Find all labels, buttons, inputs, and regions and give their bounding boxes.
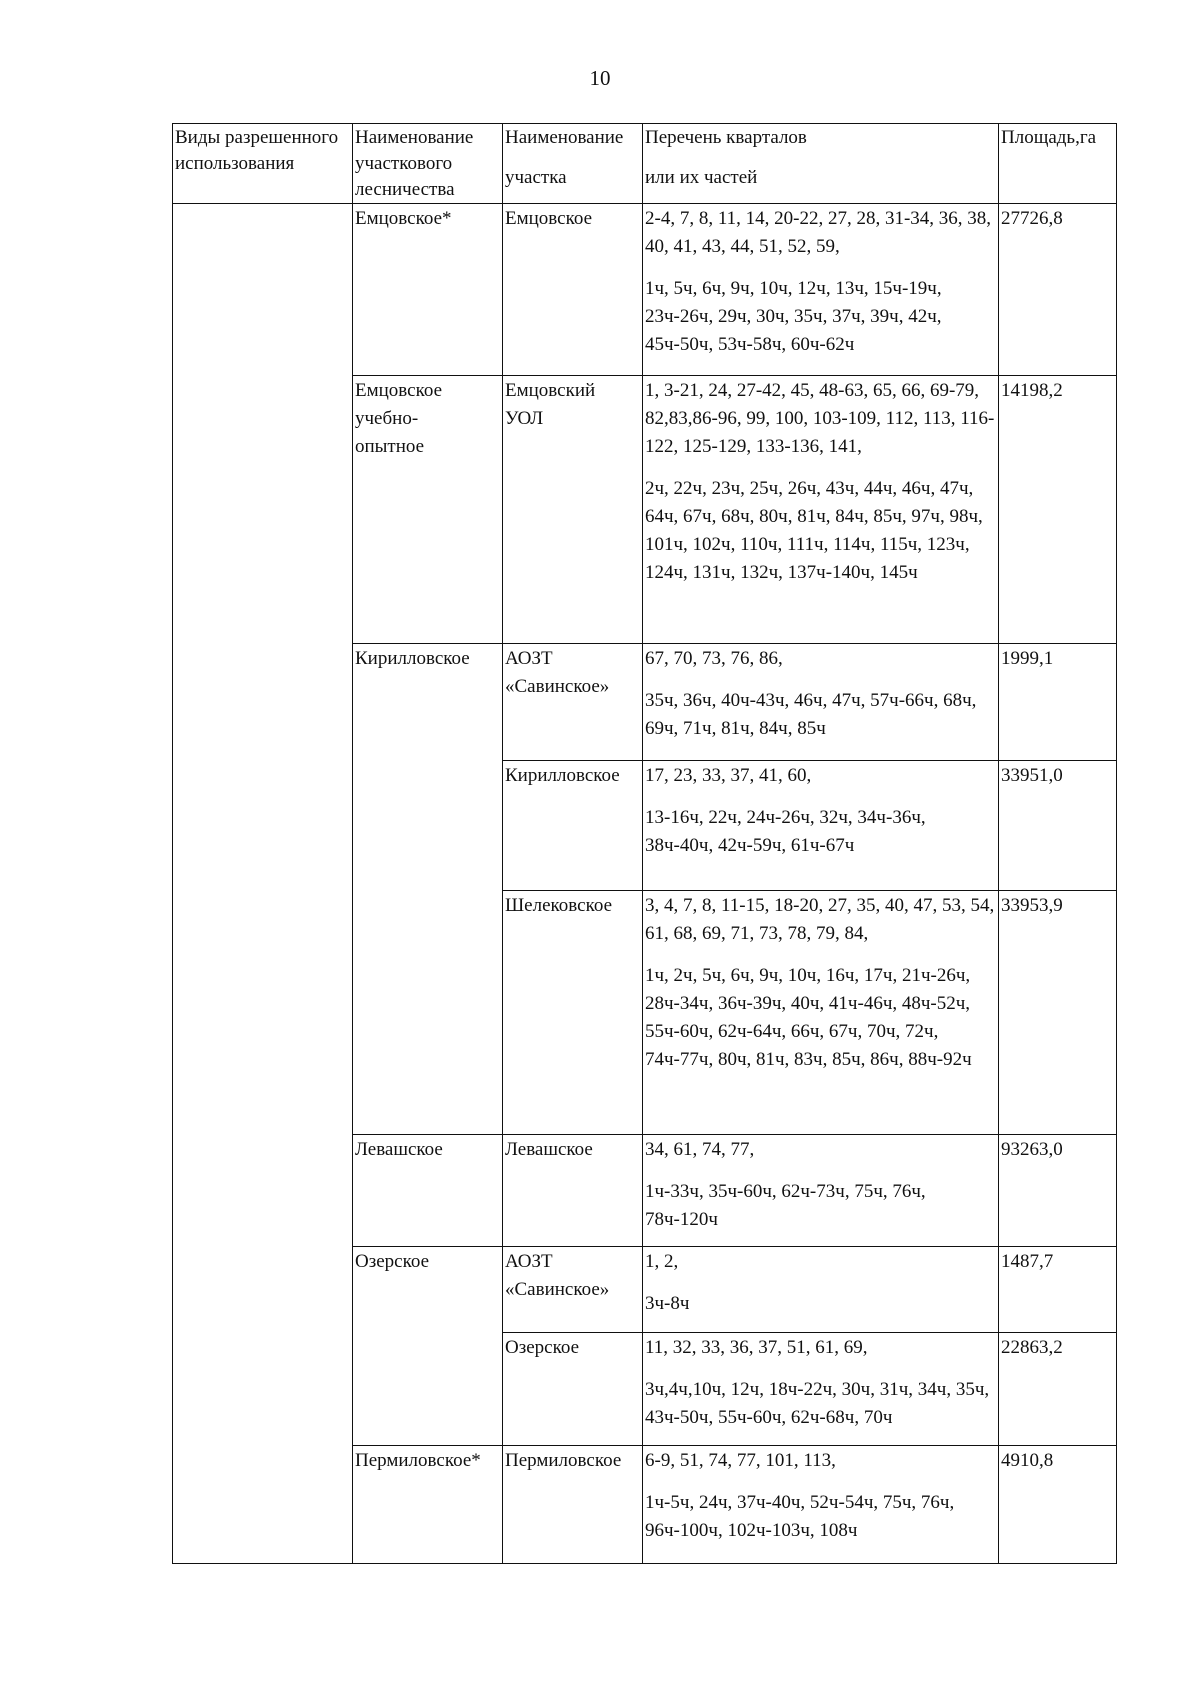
quarters-full: 3, 4, 7, 8, 11-15, 18-20, 27, 35, 40, 47, 53, 54, 61, 68, 69, 71, 73, 78, 79, 84, xyxy=(645,895,995,944)
area-cell: 22863,2 xyxy=(999,1333,1117,1446)
section-cell: АОЗТ «Савинское» xyxy=(503,644,643,761)
section-cell: Шелековское xyxy=(503,891,643,1135)
forestry-cell: Озерское xyxy=(353,1247,503,1446)
quarters-part: 13-16ч, 22ч, 24ч-26ч, 32ч, 34ч-36ч, 38ч-40ч, 42ч-59ч, 61ч-67ч xyxy=(645,807,926,856)
forestry-cell: Пермиловское* xyxy=(353,1446,503,1564)
header-section-line2: участка xyxy=(505,167,567,188)
area-cell: 33953,9 xyxy=(999,891,1117,1135)
area-cell: 1999,1 xyxy=(999,644,1117,761)
area-cell: 33951,0 xyxy=(999,761,1117,891)
quarters-cell xyxy=(643,644,999,761)
quarters-cell xyxy=(643,1247,999,1333)
area-cell: 93263,0 xyxy=(999,1135,1117,1247)
header-row xyxy=(173,124,1117,204)
quarters-full: 17, 23, 33, 37, 41, 60, xyxy=(645,765,812,786)
quarters-full: 6-9, 51, 74, 77, 101, 113, xyxy=(645,1450,836,1471)
quarters-full: 67, 70, 73, 76, 86, xyxy=(645,648,783,669)
quarters-part: 3ч,4ч,10ч, 12ч, 18ч-22ч, 30ч, 31ч, 34ч, 35ч, 43ч-50ч, 55ч-60ч, 62ч-68ч, 70ч xyxy=(645,1379,990,1428)
forestry-cell: Емцовское* xyxy=(353,204,503,376)
quarters-part: 1ч, 2ч, 5ч, 6ч, 9ч, 10ч, 16ч, 17ч, 21ч-26ч, 28ч-34ч, 36ч-39ч, 40ч, 41ч-46ч, 48ч-52ч, 55ч-60ч, 62ч-64ч, 66ч, 67ч, 70ч, 72ч, 74ч-77ч, 80ч, 81ч, 83ч, 85ч, 86ч, 88ч-92ч xyxy=(645,965,972,1070)
quarters-cell xyxy=(643,1135,999,1247)
quarters-part: 1ч-5ч, 24ч, 37ч-40ч, 52ч-54ч, 75ч, 76ч, 96ч-100ч, 102ч-103ч, 108ч xyxy=(645,1492,955,1541)
forest-quarters-table xyxy=(172,123,1117,1564)
section-cell: Озерское xyxy=(503,1333,643,1446)
quarters-cell xyxy=(643,761,999,891)
quarters-full: 11, 32, 33, 36, 37, 51, 61, 69, xyxy=(645,1337,868,1358)
header-section-line1: Наименование xyxy=(505,127,624,148)
section-cell: Кирилловское xyxy=(503,761,643,891)
header-quarters-line1: Перечень кварталов xyxy=(645,127,807,148)
page-number: 10 xyxy=(589,66,611,90)
area-cell: 4910,8 xyxy=(999,1446,1117,1564)
header-section xyxy=(503,124,643,204)
area-cell: 27726,8 xyxy=(999,204,1117,376)
quarters-part: 3ч-8ч xyxy=(645,1293,690,1314)
quarters-full: 1, 3-21, 24, 27-42, 45, 48-63, 65, 66, 69-79, 82,83,86-96, 99, 100, 103-109, 112, 113, 116-122, 125-129, 133-136, 141, xyxy=(645,380,995,457)
quarters-cell xyxy=(643,376,999,644)
quarters-full: 1, 2, xyxy=(645,1251,679,1272)
section-cell: АОЗТ «Савинское» xyxy=(503,1247,643,1333)
area-cell: 1487,7 xyxy=(999,1247,1117,1333)
area-cell: 14198,2 xyxy=(999,376,1117,644)
forestry-cell: Левашское xyxy=(353,1135,503,1247)
quarters-part: 1ч, 5ч, 6ч, 9ч, 10ч, 12ч, 13ч, 15ч-19ч, 23ч-26ч, 29ч, 30ч, 35ч, 37ч, 39ч, 42ч, 45ч-50ч, 53ч-58ч, 60ч-62ч xyxy=(645,278,942,355)
quarters-cell xyxy=(643,1446,999,1564)
section-cell: Емцовское xyxy=(503,204,643,376)
quarters-part: 35ч, 36ч, 40ч-43ч, 46ч, 47ч, 57ч-66ч, 68ч, 69ч, 71ч, 81ч, 84ч, 85ч xyxy=(645,690,977,739)
quarters-cell xyxy=(643,1333,999,1446)
use-type-cell xyxy=(173,204,353,1564)
forestry-cell: Емцовское учебно-опытное xyxy=(353,376,503,644)
section-cell: Пермиловское xyxy=(503,1446,643,1564)
section-cell: Емцовский УОЛ xyxy=(503,376,643,644)
forestry-cell: Кирилловское xyxy=(353,644,503,1135)
quarters-full: 34, 61, 74, 77, xyxy=(645,1139,755,1160)
header-quarters-line2: или их частей xyxy=(645,167,758,188)
quarters-full: 2-4, 7, 8, 11, 14, 20-22, 27, 28, 31-34, 36, 38, 40, 41, 43, 44, 51, 52, 59, xyxy=(645,208,992,257)
quarters-part: 2ч, 22ч, 23ч, 25ч, 26ч, 43ч, 44ч, 46ч, 47ч, 64ч, 67ч, 68ч, 80ч, 81ч, 84ч, 85ч, 97ч, 98ч, 101ч, 102ч, 110ч, 111ч, 114ч, 115ч, 123ч, 124ч, 131ч, 132ч, 137ч-140ч, 145ч xyxy=(645,478,983,583)
header-area: Площадь,га xyxy=(999,124,1117,204)
section-cell: Левашское xyxy=(503,1135,643,1247)
header-use-type: Виды разрешенного использования xyxy=(173,124,353,204)
header-forestry: Наименование участкового лесничества xyxy=(353,124,503,204)
quarters-cell xyxy=(643,891,999,1135)
table-row xyxy=(173,204,1117,376)
quarters-cell xyxy=(643,204,999,376)
header-quarters xyxy=(643,124,999,204)
quarters-part: 1ч-33ч, 35ч-60ч, 62ч-73ч, 75ч, 76ч, 78ч-120ч xyxy=(645,1181,926,1230)
